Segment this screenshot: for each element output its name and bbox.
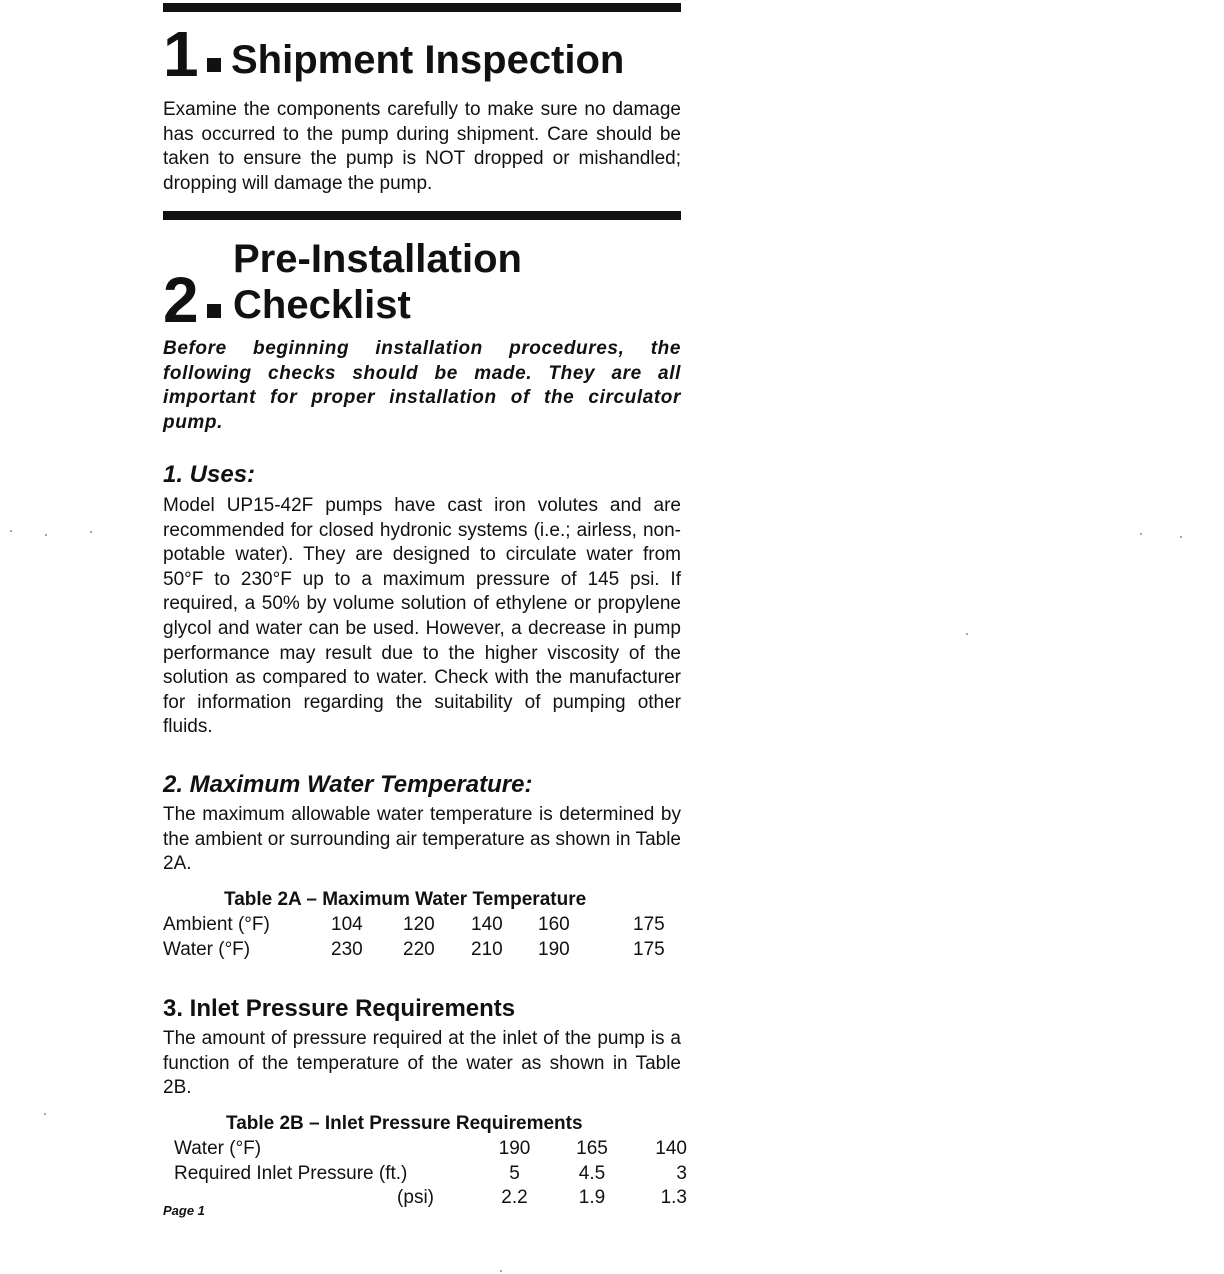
table-cell: 190	[538, 938, 570, 960]
section-divider	[163, 211, 681, 220]
table-cell: 120	[403, 914, 435, 935]
scan-speck	[10, 530, 12, 532]
table-cell: 4.5	[578, 1162, 606, 1184]
subsection-heading-uses: 1. Uses:	[163, 461, 256, 488]
section-number	[163, 18, 221, 90]
scan-speck	[966, 633, 968, 635]
section-title	[231, 37, 624, 83]
table-row	[163, 913, 673, 938]
section-number-text: 2	[163, 264, 199, 336]
subsection-body-uses: Model UP15-42F pumps have cast iron volutes and are recommended for closed hydronic systems (i.e.; airless, non-potable water). They are designed to circulate water from 50°F to 230°F up to a maximum pressure of 145 psi. If required, a 50% by volume solution of ethylene or propylene glycol and water can be used. However, a decrease in pump performance may result due to the higher viscosity of the solution as compared to water. Check with the manufacturer for information regarding the suitability of pumping other fluids.	[163, 495, 681, 738]
scan-speck	[90, 531, 92, 533]
table-cell: 140	[655, 1138, 687, 1159]
section-title-line-1: Pre-Installation	[233, 237, 522, 281]
table-cell: 175	[633, 938, 665, 960]
table-cell: 3	[676, 1162, 687, 1184]
table-cell: 140	[471, 914, 503, 935]
table-cell: 190	[498, 1138, 531, 1159]
scan-speck	[44, 1113, 46, 1115]
scan-speck	[1180, 536, 1182, 538]
table-cell: 210	[471, 938, 503, 960]
scan-speck	[500, 1270, 502, 1272]
table-row	[174, 1186, 687, 1211]
section-title-text: Shipment Inspection	[231, 38, 625, 82]
table-cell: 220	[403, 938, 435, 960]
table-cell: 1.3	[660, 1187, 687, 1208]
table-cell: 1.9	[578, 1187, 606, 1208]
section-divider	[163, 3, 681, 12]
section-number	[163, 264, 221, 336]
section-number-bullet	[207, 304, 221, 318]
scan-speck	[45, 534, 47, 536]
page-number: Page 1	[163, 1203, 205, 1218]
table-row	[174, 1162, 687, 1187]
table-2b	[174, 1137, 687, 1211]
table-cell: 160	[538, 914, 570, 935]
section-title	[233, 236, 522, 328]
section-number-text: 1	[163, 18, 199, 90]
section-title-line-2: Checklist	[233, 283, 411, 327]
table-row-label: Ambient (°F)	[163, 914, 270, 935]
subsection-heading-max-temp: 2. Maximum Water Temperature:	[163, 771, 533, 798]
table-row-label: Water (°F)	[174, 1138, 262, 1159]
section-intro: Before beginning installation procedures, the following checks should be made. They are all important for proper installation of the circulator pump.	[163, 338, 681, 433]
table-cell: 2.2	[501, 1187, 528, 1208]
subsection-heading-inlet-pressure: 3. Inlet Pressure Requirements	[163, 995, 516, 1022]
table-row	[163, 938, 673, 963]
table-row-label: Water (°F)	[163, 938, 251, 960]
scan-speck	[1140, 533, 1142, 535]
table-row-label: Required Inlet Pressure (ft.)	[174, 1162, 408, 1184]
table-cell: 175	[633, 914, 665, 935]
table-cell: 165	[576, 1138, 608, 1159]
table-caption-2a: Table 2A – Maximum Water Temperature	[224, 889, 587, 910]
subsection-body-inlet-pressure: The amount of pressure required at the inlet of the pump is a function of the temperature of the water as shown in Table 2B.	[163, 1028, 681, 1099]
section-body: Examine the components carefully to make sure no damage has occurred to the pump during shipment. Care should be taken to ensure the pump is NOT dropped or mishandled; dropping will damage the pump.	[163, 99, 681, 194]
table-2a	[163, 913, 673, 962]
table-cell: 230	[331, 938, 363, 960]
table-caption-2b: Table 2B – Inlet Pressure Requirements	[226, 1113, 583, 1134]
subsection-body-max-temp: The maximum allowable water temperature is determined by the ambient or surrounding air temperature as shown in Table 2A.	[163, 804, 681, 875]
table-row-label: (psi)	[397, 1187, 434, 1208]
section-number-bullet	[207, 58, 221, 72]
table-cell: 104	[331, 914, 363, 935]
table-cell: 5	[509, 1162, 520, 1184]
table-row	[174, 1137, 687, 1162]
